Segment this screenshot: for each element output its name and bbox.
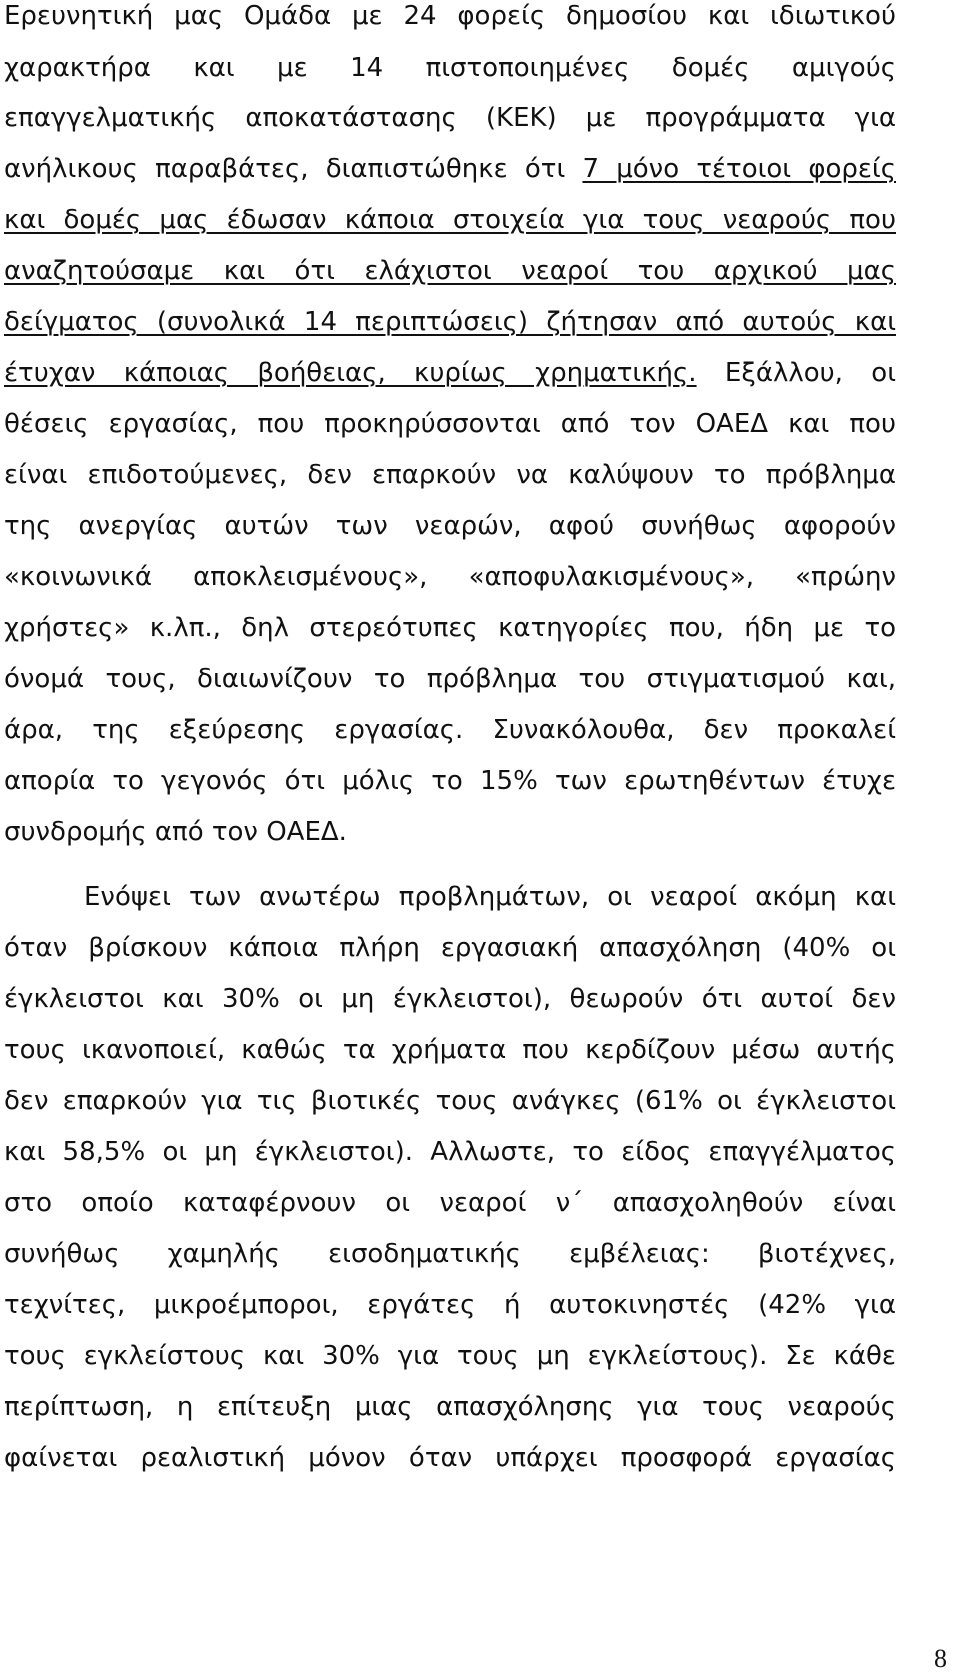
underlined-text-line: αναζητούσαμε και ότι ελάχιστοι νεαροί του αρχικού μας — [4, 256, 896, 286]
text-line: επαγγελματικής αποκατάστασης (ΚΕΚ) με προγράμματα για — [4, 103, 896, 133]
text-line: στο οποίο καταφέρνουν οι νεαροί ν΄ απασχοληθούν είναι — [4, 1188, 896, 1218]
text-line: θέσεις εργασίας, που προκηρύσσονται από τον ΟΑΕΔ και που — [4, 409, 896, 439]
text-line: χαρακτήρα και με 14 πιστοποιημένες δομές αμιγούς — [4, 53, 896, 83]
underlined-text: 7 μόνο τέτοιοι φορείς — [582, 154, 896, 184]
text-line: περίπτωση, η επίτευξη μιας απασχόλησης για τους νεαρούς — [4, 1392, 896, 1422]
underlined-text-line: δείγματος (συνολικά 14 περιπτώσεις) ζήτησαν από αυτούς και — [4, 307, 896, 337]
text-line: όταν βρίσκουν κάποια πλήρη εργασιακή απασχόληση (40% οι — [4, 933, 896, 963]
text-line: απορία το γεγονός ότι μόλις το 15% των ερωτηθέντων έτυχε — [4, 766, 896, 796]
text-line: «κοινωνικά αποκλεισμένους», «αποφυλακισμένους», «πρώην — [4, 562, 896, 592]
text-segment: ανήλικους παραβάτες, διαπιστώθηκε ότι — [4, 154, 583, 184]
underlined-text-line: και δομές μας έδωσαν κάποια στοιχεία για τους νεαρούς που — [4, 205, 896, 235]
text-line — [4, 353, 896, 393]
text-line: έγκλειστοι και 30% οι μη έγκλειστοι), θεωρούν ότι αυτοί δεν — [4, 984, 896, 1014]
text-line: Ερευνητική μας Ομάδα με 24 φορείς δημοσίου και ιδιωτικού — [4, 1, 896, 31]
text-line: Ενόψει των ανωτέρω προβλημάτων, οι νεαροί ακόμη και — [84, 882, 896, 912]
text-line: και 58,5% οι μη έγκλειστοι). Αλλωστε, το είδος επαγγέλματος — [4, 1137, 896, 1167]
text-line: της ανεργίας αυτών των νεαρών, αφού συνήθως αφορούν — [4, 511, 896, 541]
text-line: τους εγκλείστους και 30% για τους μη εγκλείστους). Σε κάθε — [4, 1341, 896, 1371]
text-line: όνομά τους, διαιωνίζουν το πρόβλημα του στιγματισμού και, — [4, 664, 896, 694]
text-line: συνδρομής από τον ΟΑΕΔ. — [4, 817, 347, 847]
text-line: άρα, της εξεύρεσης εργασίας. Συνακόλουθα, δεν προκαλεί — [4, 715, 896, 745]
text-line: δεν επαρκούν για τις βιοτικές τους ανάγκες (61% οι έγκλειστοι — [4, 1086, 896, 1116]
page-number: 8 — [934, 1644, 947, 1673]
text-line: συνήθως χαμηλής εισοδηματικής εμβέλειας: βιοτέχνες, — [4, 1239, 896, 1269]
underlined-text: έτυχαν κάποιας βοήθειας, κυρίως χρηματικής. — [4, 358, 697, 388]
text-line: φαίνεται ρεαλιστική μόνον όταν υπάρχει προσφορά εργασίας — [4, 1443, 896, 1473]
text-line: χρήστες» κ.λπ., δηλ στερεότυπες κατηγορίες που, ήδη με το — [4, 613, 896, 643]
text-line: τους ικανοποιεί, καθώς τα χρήματα που κερδίζουν μέσω αυτής — [4, 1035, 896, 1065]
text-line: είναι επιδοτούμενες, δεν επαρκούν να καλύψουν το πρόβλημα — [4, 460, 896, 490]
text-segment: Εξάλλου, οι — [696, 358, 896, 388]
text-line — [4, 149, 896, 189]
text-line: τεχνίτες, μικροέμποροι, εργάτες ή αυτοκινηστές (42% για — [4, 1290, 896, 1320]
